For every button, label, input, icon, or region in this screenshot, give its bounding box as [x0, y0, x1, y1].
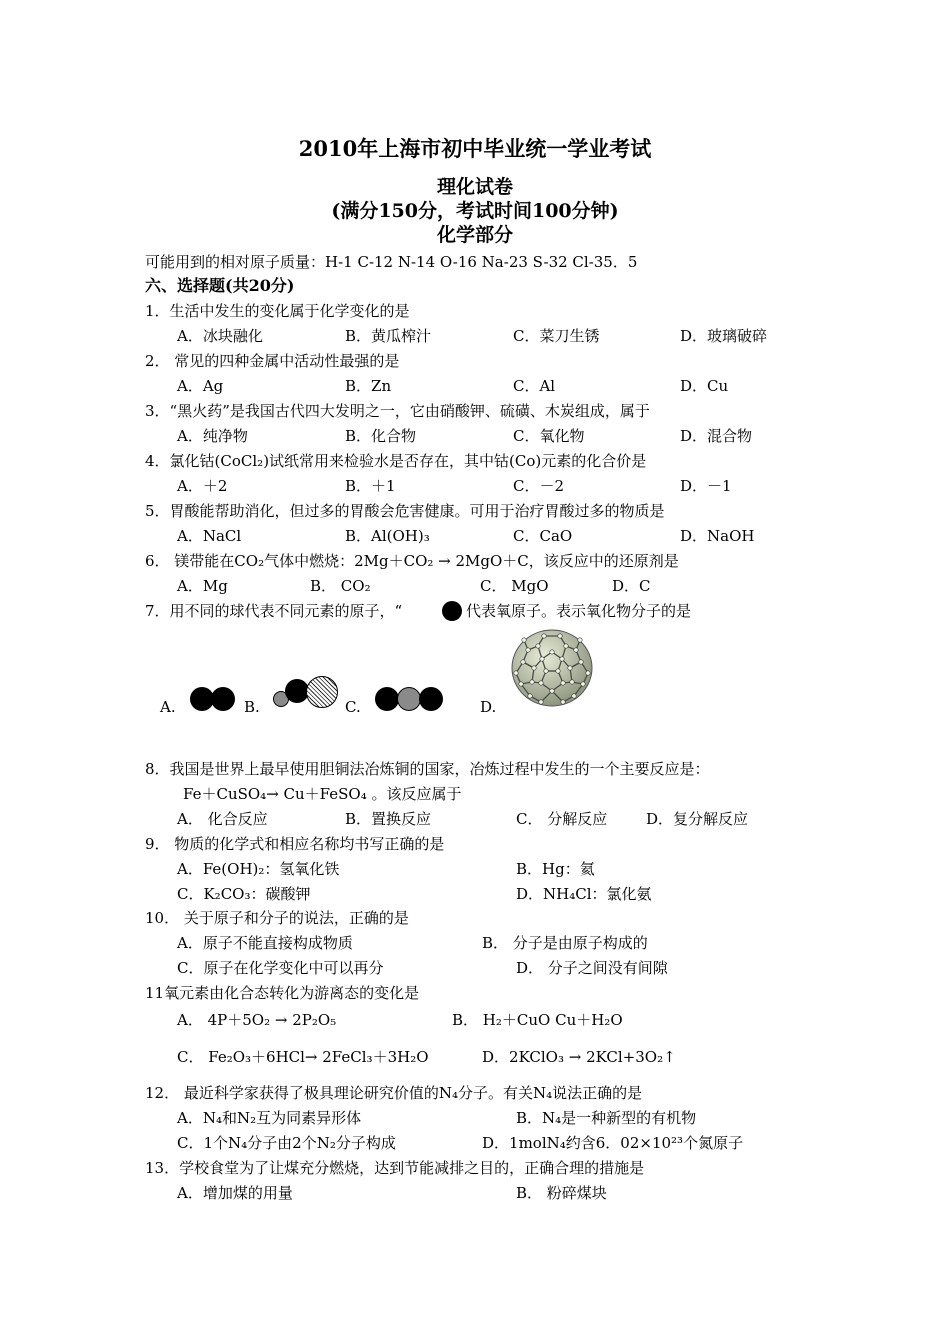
question-stem: 13．学校食堂为了让煤充分燃烧，达到节能减排之目的，正确合理的措施是 — [145, 1159, 645, 1177]
option-b: B．置换反应 — [345, 810, 432, 828]
option-d: D．2KClO₃ → 2KCl+3O₂↑ — [482, 1048, 676, 1066]
fullerene-model — [508, 628, 596, 708]
option-b: B. — [244, 698, 260, 716]
option-c: C．菜刀生锈 — [513, 327, 600, 345]
option-a: A．Fe(OH)₂：氢氧化铁 — [177, 860, 340, 878]
question-stem: 8．我国是世界上最早使用胆铜法冶炼铜的国家，冶炼过程中发生的一个主要反应是： — [145, 760, 710, 778]
question-stem: 9． 物质的化学式和相应名称均书写正确的是 — [145, 835, 445, 853]
option-a: A．纯净物 — [177, 427, 248, 445]
option-d: D．Cu — [680, 377, 729, 395]
question-stem: 1．生活中发生的变化属于化学变化的是 — [145, 302, 410, 320]
atom-hatched — [306, 676, 338, 708]
option-a: A．Ag — [177, 377, 224, 395]
option-c: C．氧化物 — [513, 427, 585, 445]
section-title: 六、选择题(共20分) — [145, 276, 295, 295]
question-stem: 3．“黑火药”是我国古代四大发明之一，它由硝酸钾、硫磺、木炭组成，属于 — [145, 402, 650, 420]
option-c: C．K₂CO₃：碳酸钾 — [177, 885, 311, 903]
option-d: D．1molN₄约含6．02×10²³个氮原子 — [482, 1134, 744, 1152]
question-stem: 6． 镁带能在CO₂气体中燃烧：2Mg＋CO₂ → 2MgO＋C，该反应中的还原剂是 — [145, 552, 679, 570]
reaction-equation: Fe＋CuSO₄→ Cu＋FeSO₄ 。该反应属于 — [183, 785, 462, 803]
question-stem-tail: 代表氧原子。表示氧化物分子的是 — [466, 602, 692, 620]
option-c: C． 分解反应 — [516, 810, 608, 828]
option-d: D．复分解反应 — [646, 810, 749, 828]
question-stem: 4．氯化钴(CoCl₂)试纸常用来检验水是否存在，其中钴(Co)元素的化合价是 — [145, 452, 647, 470]
option-c: C．－2 — [513, 477, 565, 495]
atomic-masses: 可能用到的相对原子质量：H-1 C-12 N-14 O-16 Na-23 S-32 Cl-35．5 — [145, 253, 638, 271]
option-d: D．混合物 — [680, 427, 753, 445]
option-c: C．1个N₄分子由2个N₂分子构成 — [177, 1134, 396, 1152]
atom-black — [211, 687, 235, 711]
question-stem: 5．胃酸能帮助消化，但过多的胃酸会危害健康。可用于治疗胃酸过多的物质是 — [145, 502, 665, 520]
exam-title: 2010年上海市初中毕业统一学业考试 — [298, 136, 652, 161]
option-d: D. — [480, 698, 497, 716]
question-stem: 10． 关于原子和分子的说法，正确的是 — [145, 909, 409, 927]
option-a: A．NaCl — [177, 527, 242, 545]
option-b: B．Al(OH)₃ — [345, 527, 430, 545]
option-a: A．N₄和N₂互为同素异形体 — [177, 1109, 362, 1127]
option-b: B．N₄是一种新型的有机物 — [516, 1109, 697, 1127]
option-a: A．冰块融化 — [177, 327, 263, 345]
score-info: (满分150分，考试时间100分钟) — [331, 200, 619, 222]
question-stem: 11氧元素由化合态转化为游离态的变化是 — [145, 984, 420, 1002]
option-c: C．Al — [513, 377, 556, 395]
option-a: A．原子不能直接构成物质 — [177, 934, 353, 952]
question-stem: 2． 常见的四种金属中活动性最强的是 — [145, 352, 400, 370]
option-c: C．原子在化学变化中可以再分 — [177, 959, 384, 977]
option-c: C． MgO — [480, 577, 549, 595]
option-a: A． 4P＋5O₂ → 2P₂O₅ — [177, 1011, 337, 1029]
option-b: B． H₂＋CuO Cu＋H₂O — [452, 1011, 623, 1029]
option-d: D．－1 — [680, 477, 732, 495]
option-c: C. — [345, 698, 361, 716]
option-d: D．NaOH — [680, 527, 755, 545]
atom-black — [419, 687, 443, 711]
option-a: A. — [160, 698, 176, 716]
option-b: B．Zn — [345, 377, 392, 395]
option-b: B．黄瓜榨汁 — [345, 327, 432, 345]
option-d: D．NH₄Cl：氯化氨 — [516, 885, 652, 903]
option-b: B．Hg：氦 — [516, 860, 595, 878]
paper-subtitle: 理化试卷 — [436, 176, 513, 198]
option-c: C． Fe₂O₃＋6HCl→ 2FeCl₃＋3H₂O — [177, 1048, 429, 1066]
atom-black — [375, 687, 399, 711]
question-stem: 7．用不同的球代表不同元素的原子，“ — [145, 602, 403, 620]
part-title: 化学部分 — [436, 224, 513, 246]
option-b: B． CO₂ — [310, 577, 371, 595]
option-a: A．＋2 — [177, 477, 228, 495]
option-a: A．Mg — [177, 577, 228, 595]
option-a: A．增加煤的用量 — [177, 1184, 293, 1202]
option-b: B． 分子是由原子构成的 — [482, 934, 648, 952]
atom-grey — [397, 687, 421, 711]
option-d: D．玻璃破碎 — [680, 327, 768, 345]
option-d: D． 分子之间没有间隙 — [516, 959, 668, 977]
option-c: C．CaO — [513, 527, 573, 545]
question-stem: 12． 最近科学家获得了极具理论研究价值的N₄分子。有关N₄说法正确的是 — [145, 1084, 643, 1102]
option-a: A． 化合反应 — [177, 810, 268, 828]
oxygen-atom-legend — [442, 601, 462, 621]
option-b: B． 粉碎煤块 — [516, 1184, 607, 1202]
option-b: B．＋1 — [345, 477, 396, 495]
option-b: B．化合物 — [345, 427, 417, 445]
option-d: D．C — [612, 577, 651, 595]
